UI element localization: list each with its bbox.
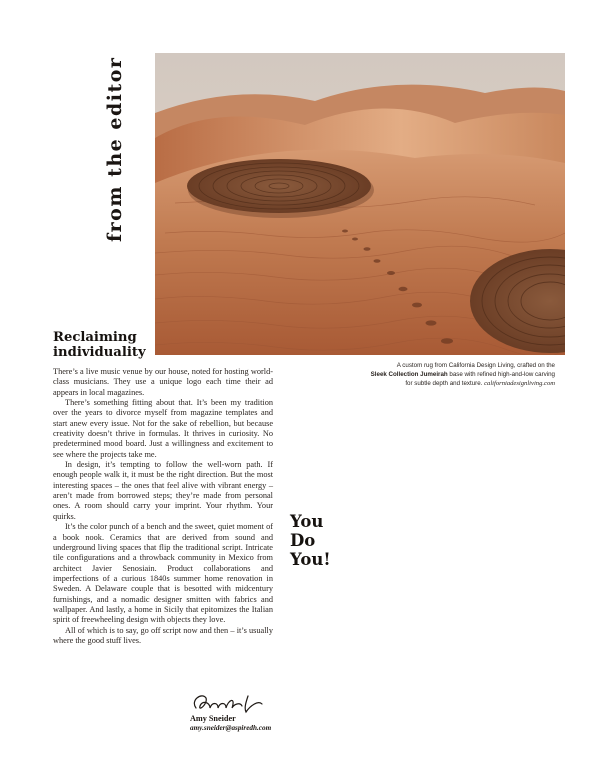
article-headline: Reclaiming individuality: [53, 330, 146, 360]
caption-line-1: A custom rug from California Design Living, crafted on the: [396, 362, 555, 369]
body-paragraph: There’s something fitting about that. It’s been my tradition over the years to divorce myself from magazine templates and start anew every issue. Not for the sake of rebellion, but because creativity doesn’t thrive in formulas. It thrives in curiosity. No predetermined mood board. Just a willingness and excitement to see where the projects take me.: [53, 398, 273, 459]
desert-rug-photo: [155, 53, 565, 355]
pull-quote-line: You!: [290, 550, 331, 569]
caption-line-3-text: for subtle depth and texture.: [405, 379, 483, 387]
signature-icon: [188, 690, 268, 716]
caption-url: californiadesignliving.com: [484, 379, 555, 387]
photo-caption: [300, 362, 555, 388]
article-body: [53, 367, 273, 646]
body-paragraph: There’s a live music venue by our house, noted for hosting world-class musicians. They use a unique logo each time their ad appears in local magazines.: [53, 367, 273, 397]
body-paragraph: It’s the color punch of a bench and the sweet, quiet moment of a book nook. Ceramics that are derived from sound and underground living spaces that flip the traditional script. Intricate tile configurations and a throwback community in Mexico from architect Javier Senosiain. Product collaborations and imperfections of a curious 1840s summer home renovation in Sweden. A Delaware couple that is besotted with midcentury furnishings, and a nomadic designer smitten with fabrics and wallpaper. And lastly, a home in Sicily that epitomizes the Italian spirit of freewheeling design with objects they love.: [53, 522, 273, 625]
desert-illustration: [155, 53, 565, 355]
pull-quote-line: You: [290, 512, 324, 531]
pull-quote-line: Do: [290, 531, 316, 550]
caption-bold: Sleek Collection Jumeirah: [370, 370, 448, 378]
caption-line-2-rest: base with refined high-and-low carving: [447, 370, 555, 378]
author-name: Amy Sneider: [190, 714, 236, 723]
caption-line-3: [300, 380, 555, 389]
body-paragraph: In design, it’s tempting to follow the well-worn path. If enough people walk it, it must be the right direction. But the most interesting spaces – the ones that feel alive with vibrant energy – aren’t made from borrowed steps; they’re made from personal ones. A room should carry your imprint. Your rhythm. Your quirks.: [53, 460, 273, 521]
body-paragraph: All of which is to say, go off script now and then – it’s usually where the good stuff lives.: [53, 625, 273, 645]
pull-quote: [290, 512, 331, 569]
author-email[interactable]: amy.sneider@aspiredh.com: [190, 724, 272, 732]
caption-line-2: [300, 371, 555, 380]
section-label: from the editor: [104, 56, 126, 242]
